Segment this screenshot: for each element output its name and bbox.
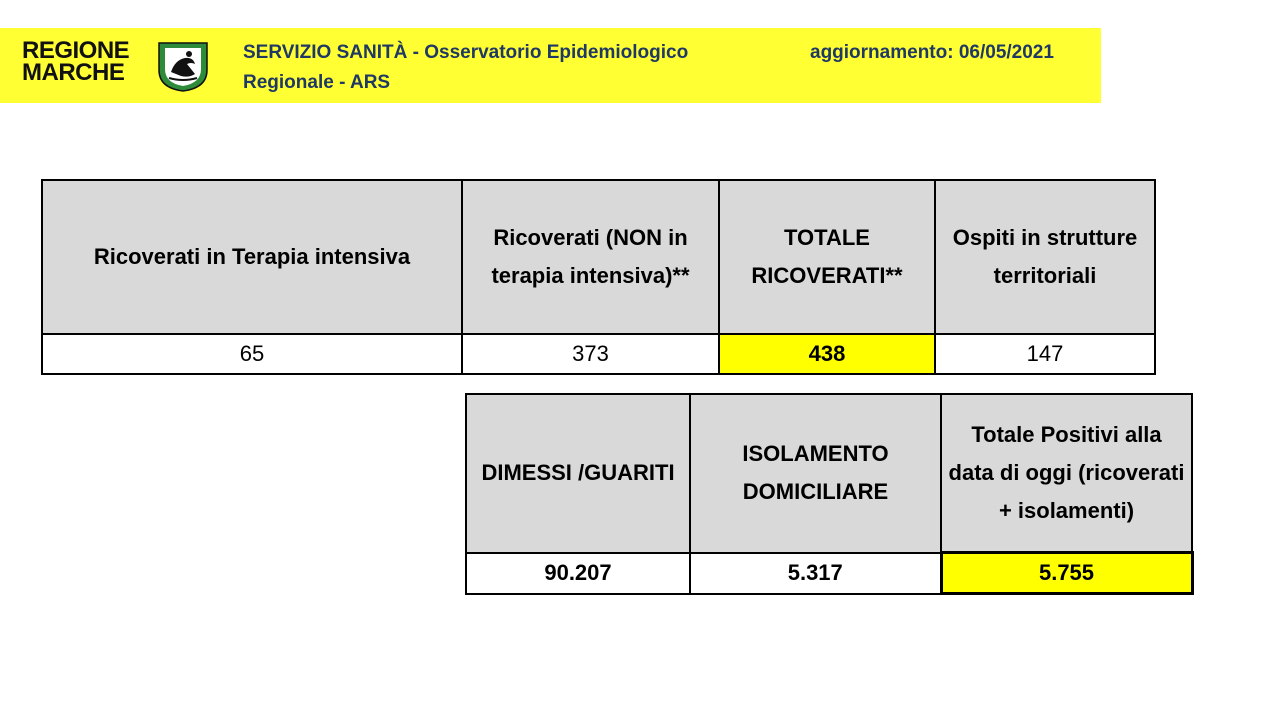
logo-line-2: MARCHE (22, 59, 125, 86)
logo-text (22, 37, 157, 86)
value-total-positives: 5.755 (941, 553, 1192, 594)
header-total-hospitalized: TOTALE RICOVERATI** (719, 180, 935, 334)
value-discharged-recovered: 90.207 (466, 553, 690, 594)
hospitalization-table (41, 179, 1156, 375)
table-header-row (42, 180, 1155, 334)
table-row (42, 334, 1155, 374)
header-discharged-recovered: DIMESSI /GUARITI (466, 394, 690, 553)
header-icu: Ricoverati in Terapia intensiva (42, 180, 462, 334)
service-title-line-1: SERVIZIO SANITÀ - Osservatorio Epidemiologico (243, 42, 689, 63)
header-banner (0, 28, 1101, 103)
value-total-hospitalized: 438 (719, 334, 935, 374)
value-territorial-guests: 147 (935, 334, 1155, 374)
table-row (466, 553, 1192, 594)
outcomes-table (465, 393, 1194, 595)
table-header-row (466, 394, 1192, 553)
value-non-icu: 373 (462, 334, 719, 374)
region-emblem-icon (155, 40, 211, 92)
service-title (243, 38, 763, 98)
service-title-line-2: Regionale - ARS (243, 72, 391, 93)
update-date: aggiornamento: 06/05/2021 (810, 42, 1054, 63)
header-home-isolation: ISOLAMENTO DOMICILIARE (690, 394, 941, 553)
logo-line-1: REGIONE (22, 37, 130, 64)
header-total-positives: Totale Positivi alla data di oggi (ricoverati + isolamenti) (941, 394, 1192, 553)
header-non-icu: Ricoverati (NON in terapia intensiva)** (462, 180, 719, 334)
value-icu: 65 (42, 334, 462, 374)
header-territorial-guests: Ospiti in strutture territoriali (935, 180, 1155, 334)
value-home-isolation: 5.317 (690, 553, 941, 594)
